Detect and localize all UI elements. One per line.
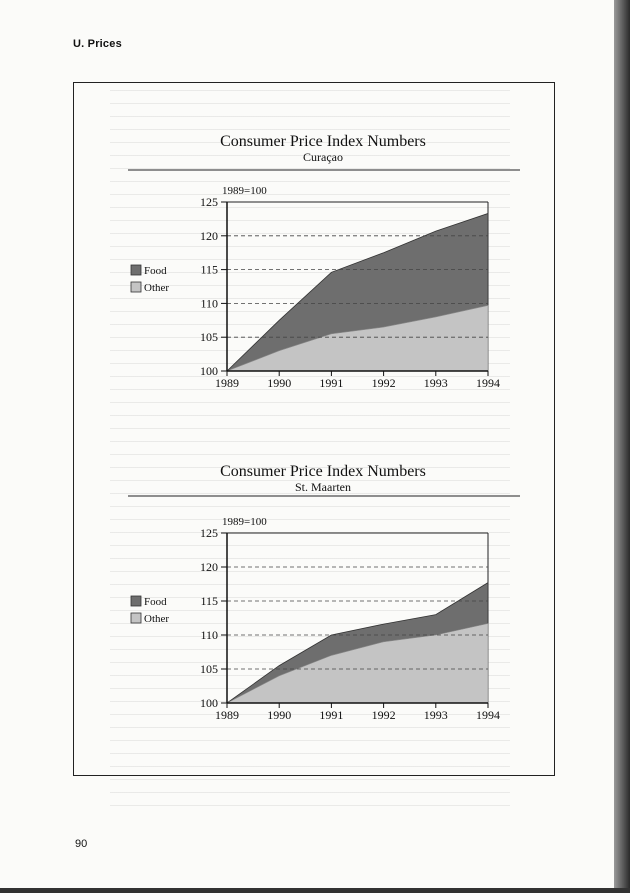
page-number: 90 — [75, 838, 88, 850]
page-header: U. Prices — [73, 38, 122, 50]
x-tick-label: 1992 — [371, 376, 396, 390]
y-tick-label: 100 — [200, 696, 218, 710]
scan-edge-bottom — [0, 888, 630, 893]
scan-edge-right — [614, 0, 630, 893]
x-tick-label: 1994 — [476, 376, 500, 390]
x-tick-label: 1990 — [267, 376, 292, 390]
y-tick-label: 105 — [200, 330, 218, 345]
y-tick-label: 125 — [200, 526, 218, 540]
legend-swatch-other — [131, 613, 141, 623]
legend-label-other: Other — [144, 613, 170, 625]
legend-swatch-food — [131, 265, 141, 275]
x-tick-label: 1993 — [423, 376, 448, 390]
x-tick-label: 1994 — [476, 708, 500, 722]
chart-subtitle: Curaçao — [303, 150, 343, 164]
y-tick-label: 125 — [200, 195, 218, 209]
x-tick-label: 1990 — [267, 708, 292, 722]
base-year-label: 1989=100 — [222, 185, 267, 197]
x-tick-label: 1989 — [215, 376, 239, 390]
y-tick-label: 115 — [200, 262, 218, 277]
legend-swatch-food — [131, 596, 141, 606]
x-tick-label: 1993 — [423, 708, 448, 722]
chart-title: Consumer Price Index Numbers — [220, 463, 426, 480]
base-year-label: 1989=100 — [222, 516, 267, 528]
x-tick-label: 1991 — [319, 708, 344, 722]
legend-label-food: Food — [144, 596, 167, 608]
y-tick-label: 120 — [200, 228, 218, 243]
y-tick-label: 115 — [200, 594, 218, 608]
x-tick-label: 1989 — [215, 708, 239, 722]
y-tick-label: 100 — [200, 364, 218, 378]
chart-subtitle: St. Maarten — [295, 480, 351, 494]
y-tick-label: 110 — [200, 296, 218, 311]
y-tick-label: 120 — [200, 560, 218, 574]
legend-label-food: Food — [144, 265, 167, 277]
y-tick-label: 105 — [200, 662, 218, 676]
legend-label-other: Other — [144, 282, 170, 294]
x-tick-label: 1991 — [319, 376, 344, 390]
legend-swatch-other — [131, 282, 141, 292]
y-tick-label: 110 — [200, 628, 218, 642]
x-tick-label: 1992 — [371, 708, 396, 722]
chart-title: Consumer Price Index Numbers — [220, 133, 426, 150]
